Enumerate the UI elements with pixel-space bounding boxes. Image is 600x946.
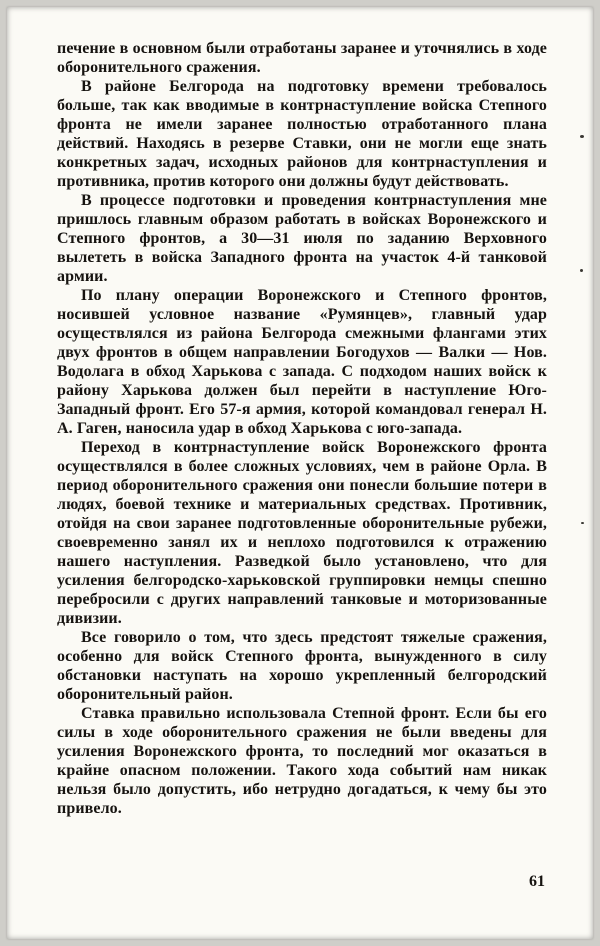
paragraph: В районе Белгорода на подготовку времени требовалось больше, так как вводимые в контрнаступление войска Степного фронта не имели заранее полностью отработанного плана действий. Находясь в резерве Ставки, они не могли еще знать конкретных задач, исходных районов для контрнаступления и противника, против которого они должны будут действовать. bbox=[57, 78, 547, 190]
page-text bbox=[57, 39, 547, 818]
paragraph: Все говорило о том, что здесь предстоят тяжелые сражения, особенно для войск Степного фронта, вынужденного в силу обстановки наступать на хорошо укрепленный белгородский оборонительный район. bbox=[57, 629, 547, 703]
paragraph: По плану операции Воронежского и Степного фронтов, носившей условное название «Румянцев», главный удар осуществлялся из района Белгорода смежными флангами этих двух фронтов в общем направлении Богодухов — Валки — Нов. Водолага в обход Харькова с запада. С подходом наших войск к району Харькова должен был перейти в наступление Юго-Западный фронт. Его 57-я армия, которой командовал генерал Н. А. Гаген, наносила удар в обход Харькова с юго-запада. bbox=[57, 287, 547, 437]
paragraph: Переход в контрнаступление войск Воронежского фронта осуществлялся в более сложных условиях, чем в районе Орла. В период оборонительного сражения они понесли большие потери в людях, боевой технике и материальных средствах. Противник, отойдя на свои заранее подготовленные оборонительные рубежи, своевременно занял их и неплохо подготовился к отражению нашего наступления. Разведкой было установлено, что для усиления белгородско-харьковской группировки немцы спешно перебросили с других направлений танковые и моторизованные дивизии. bbox=[57, 439, 547, 627]
scan-speck bbox=[580, 269, 583, 272]
scan-speck bbox=[580, 135, 584, 138]
page-number: 61 bbox=[529, 873, 545, 890]
paragraph: Ставка правильно использовала Степной фронт. Если бы его силы в ходе оборонительного сражения не были введены для усиления Воронежского фронта, то последний мог оказаться в крайне опасном положении. Такого хода событий нам никак нельзя было допустить, ибо нетрудно догадаться, к чему бы это привело. bbox=[57, 705, 547, 817]
paragraph: печение в основном были отработаны заранее и уточнялись в ходе оборонительного сражения. bbox=[57, 40, 547, 76]
scan-speck bbox=[581, 522, 584, 524]
paragraph: В процессе подготовки и проведения контрнаступления мне пришлось главным образом работать в войсках Воронежского и Степного фронтов, а 30—31 июля по заданию Верховного вылететь в войска Западного фронта на участок 4-й танковой армии. bbox=[57, 192, 547, 285]
book-page bbox=[7, 7, 593, 939]
